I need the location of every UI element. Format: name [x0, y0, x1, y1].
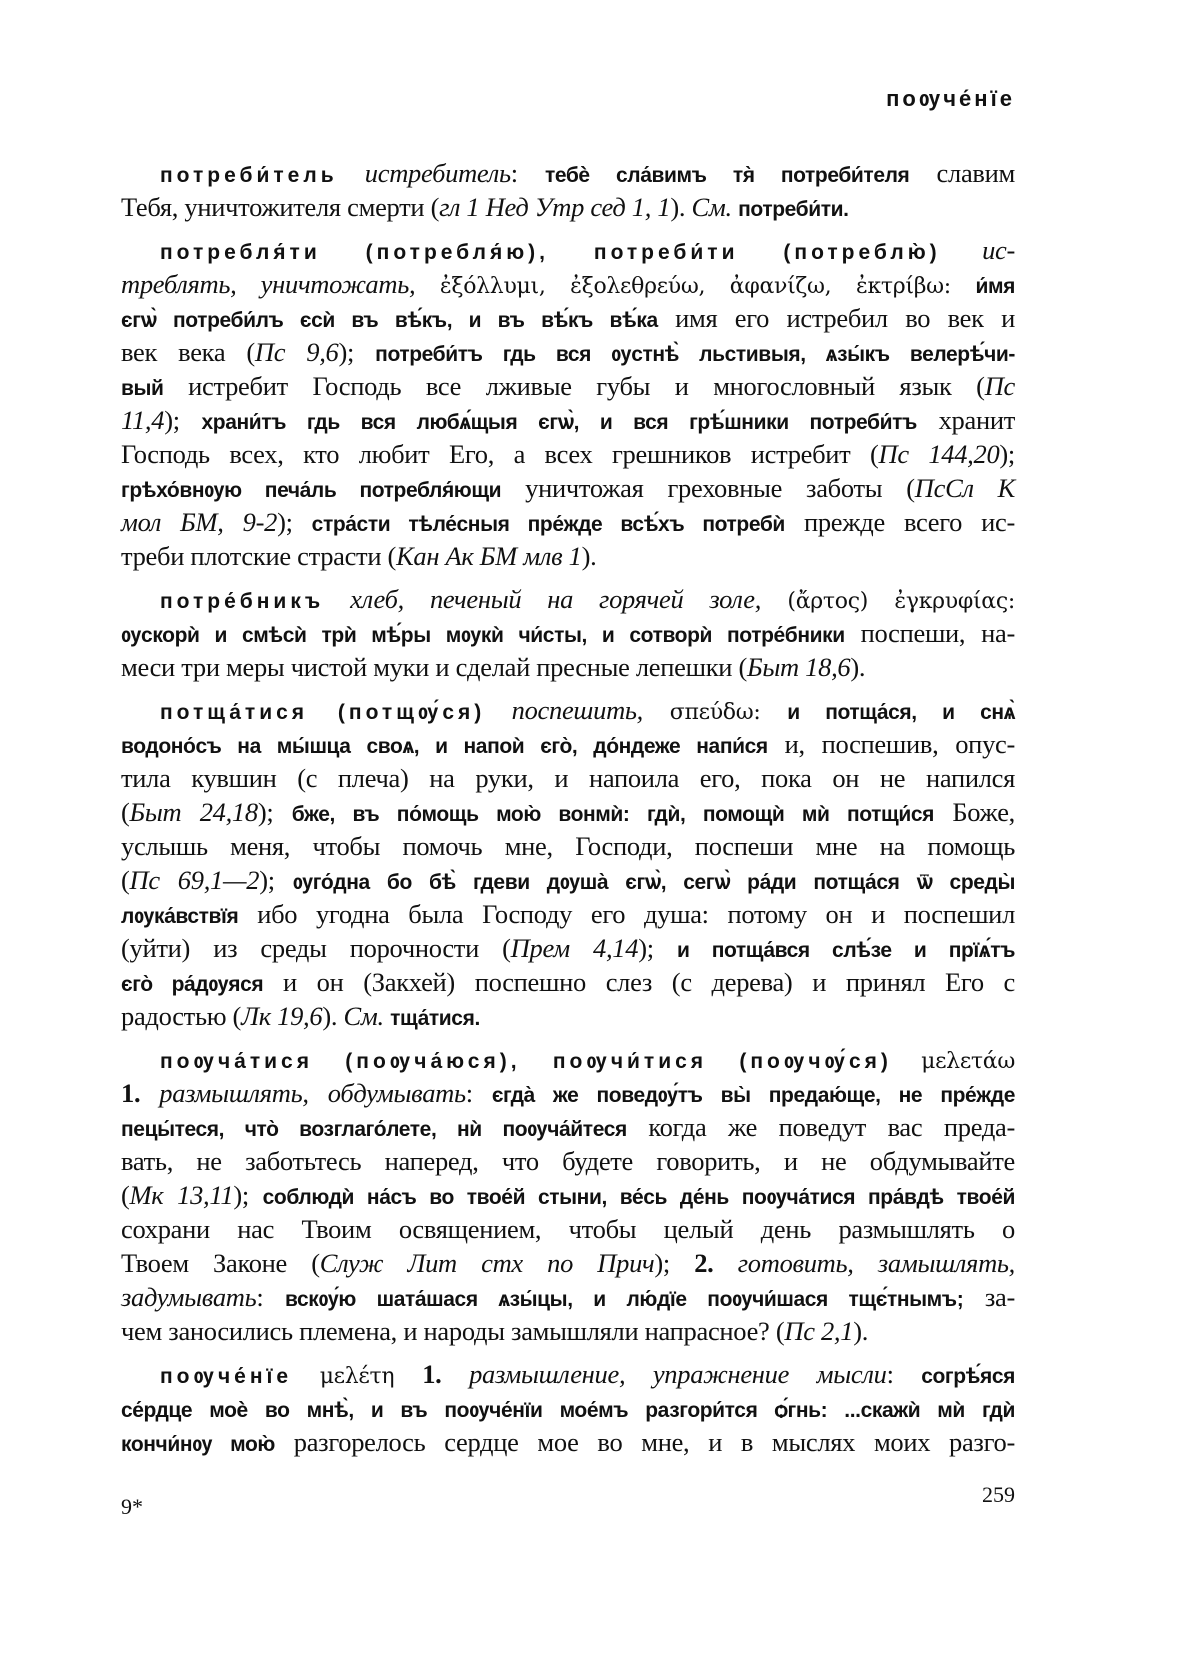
italic-text: задумывать — [121, 1282, 257, 1312]
church-slavonic-quote: кончи́нѹ мою̀ — [121, 1433, 275, 1456]
text: и он (Закхей) поспешно слез (с дерева) и принял Его с — [263, 967, 1015, 997]
text — [485, 695, 511, 725]
greek-equivalent: ἐξόλλυμι, ἐξολεθρεύω, ἀφανίζω, ἐκτρίβω: — [415, 274, 976, 299]
text: Твоем Законе ( — [121, 1248, 320, 1278]
italic-text: Служ Лит стх по Прич — [319, 1248, 655, 1278]
text-line — [121, 1280, 1015, 1314]
church-slavonic-quote: ѹго́дна бо бѣ̀ гдеви дѹша̀ єгѡ̀, сегѡ̀ ра́ди потща́ся ѿ среды̀ — [292, 871, 1015, 894]
sense-number: 1. — [121, 1078, 160, 1108]
italic-text: треблять, уничтожать, — [121, 269, 416, 299]
text: ( — [121, 1180, 130, 1210]
text: ); — [999, 439, 1015, 469]
church-slavonic-quote: грѣхо́внѹю печа́ль потребля́ющи — [121, 479, 502, 502]
headword: потребля́ти (потребля́ю), потреби́ти (потреблю̀) — [160, 241, 941, 264]
text: ); — [638, 933, 677, 963]
dictionary-entry — [121, 233, 1015, 573]
greek-equivalent: σπεύδω: — [643, 700, 788, 725]
church-slavonic-quote: потреби́тъ гдь вся ѹстнѣ̀ льстивыя, ѧзы́къ велерѣ́чи- — [375, 343, 1015, 366]
text: век века ( — [121, 337, 255, 367]
church-slavonic-quote: и́мя — [975, 275, 1016, 298]
text: (уйти) из среды порочности ( — [121, 933, 511, 963]
text-line — [121, 369, 1015, 403]
text: ( — [121, 865, 130, 895]
text-line — [121, 267, 1015, 301]
italic-text: 11,4 — [121, 405, 165, 435]
text: услышь меня, чтобы помочь мне, Господи, поспеши мне на помощь — [121, 831, 1015, 861]
text: ); — [233, 1180, 263, 1210]
text: ); — [164, 405, 202, 435]
church-slavonic-quote: тща́тися. — [390, 1007, 480, 1030]
church-slavonic-quote: вскѹ́ю шата́шася ѧзы́цы, и лю́дїе поѹчи́шася тщє́тнымъ; — [284, 1288, 964, 1311]
text: и, поспешив, опус- — [767, 729, 1015, 759]
text-line — [121, 1246, 1015, 1280]
text: сохрани нас Твоим освящением, чтобы целый день размышлять о — [121, 1214, 1015, 1244]
italic-text: Пс 144,20 — [878, 439, 1000, 469]
italic-text: ПсСл К — [914, 473, 1015, 503]
text-line — [121, 999, 1015, 1033]
italic-text: Пс — [984, 371, 1015, 401]
text-line — [121, 156, 1015, 190]
text — [292, 1359, 320, 1389]
text-line — [121, 1042, 1015, 1076]
dictionary-entry — [121, 156, 1015, 224]
italic-text: хлеб, печеный на горячей золе, — [350, 584, 762, 614]
text: чем заносились племена, и народы замышляли напрасное? ( — [121, 1316, 785, 1346]
text-line — [121, 1144, 1015, 1178]
italic-text: Быт 18,6 — [747, 652, 851, 682]
text-line — [121, 437, 1015, 471]
text-line — [121, 1314, 1015, 1348]
greek-equivalent: μελέτη — [319, 1364, 423, 1389]
text: ). — [850, 652, 866, 682]
italic-text: См. — [343, 1001, 384, 1031]
text: уничтожая греховные заботы ( — [501, 473, 915, 503]
text: : — [465, 1078, 492, 1108]
text: ). — [670, 192, 692, 222]
text: ( — [121, 797, 130, 827]
text-line — [121, 727, 1015, 761]
text: ). — [581, 541, 597, 571]
text: хранит — [916, 405, 1015, 435]
sense-number: 2. — [694, 1248, 738, 1278]
text: Господь всех, кто любит Его, а всех грешников истребит ( — [121, 439, 879, 469]
church-slavonic-quote: єго̀ ра́дѹяся — [121, 973, 264, 996]
dictionary-entry — [121, 1042, 1015, 1348]
italic-text: Быт 24,18 — [129, 797, 258, 827]
text: ибо угодна была Господу его душа: потому он и поспешил — [238, 899, 1015, 929]
headword: потре́бникъ — [160, 590, 325, 613]
italic-text: размышлять, обдумывать — [159, 1078, 466, 1108]
text-line — [121, 1212, 1015, 1246]
text: Тебя, уничтожителя смерти ( — [121, 192, 440, 222]
headword: поѹче́нїе — [160, 1365, 293, 1388]
text-line — [121, 1076, 1015, 1110]
church-slavonic-quote: храни́тъ гдь вся любѧ́щыя єгѡ̀, и вся грѣ́шники потреби́тъ — [201, 411, 917, 434]
church-slavonic-quote: водоно́съ на мы́шца своѧ, и напоѝ єго̀, до́ндеже напи́ся — [121, 735, 768, 758]
italic-text: Кан Ак БМ млв 1 — [396, 541, 582, 571]
italic-text: гл 1 Нед Утр сед 1, 1 — [439, 192, 671, 222]
text-line — [121, 616, 1015, 650]
text-line — [121, 505, 1015, 539]
text: ); — [338, 337, 376, 367]
church-slavonic-quote: єгѡ̀ потреби́лъ єсѝ въ вѣ́къ, и въ вѣ́къ вѣ́ка — [121, 309, 658, 332]
text-line — [121, 863, 1015, 897]
headword: потреби́тель — [160, 164, 338, 187]
church-slavonic-quote: се́рдце моѐ во мнѣ̀, и въ поѹче́нїи мое́мъ разгори́тся ѻ́гнь: ...скажѝ мѝ гдѝ — [121, 1399, 1015, 1422]
page-number: 259 — [982, 1482, 1015, 1507]
text-line — [121, 233, 1015, 267]
text-line — [121, 471, 1015, 505]
church-slavonic-quote: вый — [121, 377, 164, 400]
text: тила кувшин (с плеча) на руки, и напоила его, пока он не напился — [121, 763, 1015, 793]
text-line — [121, 1178, 1015, 1212]
italic-text: истребитель — [364, 158, 511, 188]
italic-text: поспешить, — [511, 695, 644, 725]
greek-equivalent: μελετάω — [891, 1049, 1015, 1074]
text: : — [886, 1359, 922, 1389]
text-line — [121, 1110, 1015, 1144]
text: ); — [259, 865, 293, 895]
church-slavonic-quote: согрѣ́яся — [921, 1365, 1016, 1388]
italic-text: См. — [691, 192, 732, 222]
text — [338, 158, 365, 188]
text: за- — [963, 1282, 1015, 1312]
text-line — [121, 897, 1015, 931]
church-slavonic-quote: и потща́вся слѣ́зе и прїѧ́тъ — [676, 939, 1015, 962]
text-line — [121, 829, 1015, 863]
text — [941, 235, 982, 265]
italic-text: размышление, упражнение мысли — [469, 1359, 887, 1389]
text-line — [121, 761, 1015, 795]
church-slavonic-quote: соблюдѝ на́съ во твое́й стыни, ве́сь де́нь поѹча́тися пра́вдѣ твое́й — [262, 1186, 1015, 1209]
text: имя его истребил во век и — [657, 303, 1015, 333]
text: : — [510, 158, 545, 188]
church-slavonic-quote: лѹка́вствїя — [121, 905, 239, 928]
text-line — [121, 1391, 1015, 1425]
dictionary-entry — [121, 693, 1015, 1033]
church-slavonic-quote: бже, въ по́мощь мою̀ вонмѝ: гдѝ, помощѝ мѝ потщи́ся — [291, 803, 934, 826]
text-line — [121, 190, 1015, 224]
greek-equivalent: (ἄρτος) ἐγκρυφίας: — [761, 589, 1015, 614]
text: ); — [654, 1248, 695, 1278]
headword: поѹча́тися (поѹча́юся), поѹчи́тися (поѹчѹ́ся) — [160, 1050, 892, 1073]
italic-text: готовить, замышлять, — [737, 1248, 1015, 1278]
text: истребит Господь все лживые губы и многословный язык ( — [163, 371, 985, 401]
text-line — [121, 1357, 1015, 1391]
dictionary-entry — [121, 1357, 1015, 1459]
text: прежде всего ис- — [784, 507, 1015, 537]
italic-text: Прем 4,14 — [510, 933, 639, 963]
italic-text: Пс 9,6 — [254, 337, 339, 367]
text: вать, не заботьтесь наперед, что будете говорить, и не обдумывайте — [121, 1146, 1015, 1176]
italic-text: Мк 13,11 — [129, 1180, 234, 1210]
church-slavonic-quote: и потща́ся, и снѧ̀ — [787, 701, 1015, 724]
text-line — [121, 693, 1015, 727]
text: славим — [909, 158, 1015, 188]
church-slavonic-quote: стра́сти тѣле́сныя пре́жде всѣ́хъ потребѝ — [311, 513, 785, 536]
church-slavonic-quote: потреби́ти. — [738, 198, 849, 221]
text: : — [256, 1282, 285, 1312]
italic-text: Лк 19,6 — [241, 1001, 323, 1031]
text: ); — [257, 797, 292, 827]
text: ); — [277, 507, 312, 537]
italic-text: Пс 69,1—2 — [129, 865, 260, 895]
text: когда же поведут вас преда- — [626, 1112, 1015, 1142]
church-slavonic-quote: єгда̀ же поведѹ́тъ вы̀ предаю́ще, не пре́жде — [491, 1084, 1016, 1107]
church-slavonic-quote: пецы́теся, что̀ возглаго́лете, нѝ поѹча́йтеся — [121, 1118, 627, 1141]
dictionary-entry — [121, 582, 1015, 684]
text-line — [121, 795, 1015, 829]
text: поспеши, на- — [844, 618, 1015, 648]
church-slavonic-quote: тебѐ сла́вимъ тя̀ потреби́теля — [544, 164, 910, 187]
text-line — [121, 650, 1015, 684]
sense-number: 1. — [422, 1359, 470, 1389]
text-line — [121, 582, 1015, 616]
text-line — [121, 403, 1015, 437]
text — [324, 584, 350, 614]
text-line — [121, 335, 1015, 369]
text: ). — [322, 1001, 344, 1031]
text-line — [121, 1425, 1015, 1459]
text-line — [121, 965, 1015, 999]
text: ). — [853, 1316, 869, 1346]
church-slavonic-quote: ѹскорѝ и смѣсѝ трѝ мѣ́ры мѹкѝ чи́сты, и сотворѝ потре́бники — [121, 624, 845, 647]
signature-mark: 9* — [121, 1494, 143, 1519]
text-line — [121, 931, 1015, 965]
text: треби плотские страсти ( — [121, 541, 397, 571]
italic-text: ис- — [982, 235, 1016, 265]
italic-text: мол БМ, 9-2 — [121, 507, 278, 537]
dictionary-text — [121, 156, 1015, 1468]
text: радостью ( — [121, 1001, 242, 1031]
text: Боже, — [934, 797, 1015, 827]
running-head: поѹче́нїе — [886, 86, 1015, 111]
headword: потща́тися (потщѹ́ся) — [160, 701, 486, 724]
text: меси три меры чистой муки и сделай пресные лепешки ( — [121, 652, 748, 682]
text: разгорелось сердце мое во мне, и в мыслях моих разго- — [274, 1427, 1015, 1457]
text-line — [121, 539, 1015, 573]
text-line — [121, 301, 1015, 335]
italic-text: Пс 2,1 — [784, 1316, 854, 1346]
